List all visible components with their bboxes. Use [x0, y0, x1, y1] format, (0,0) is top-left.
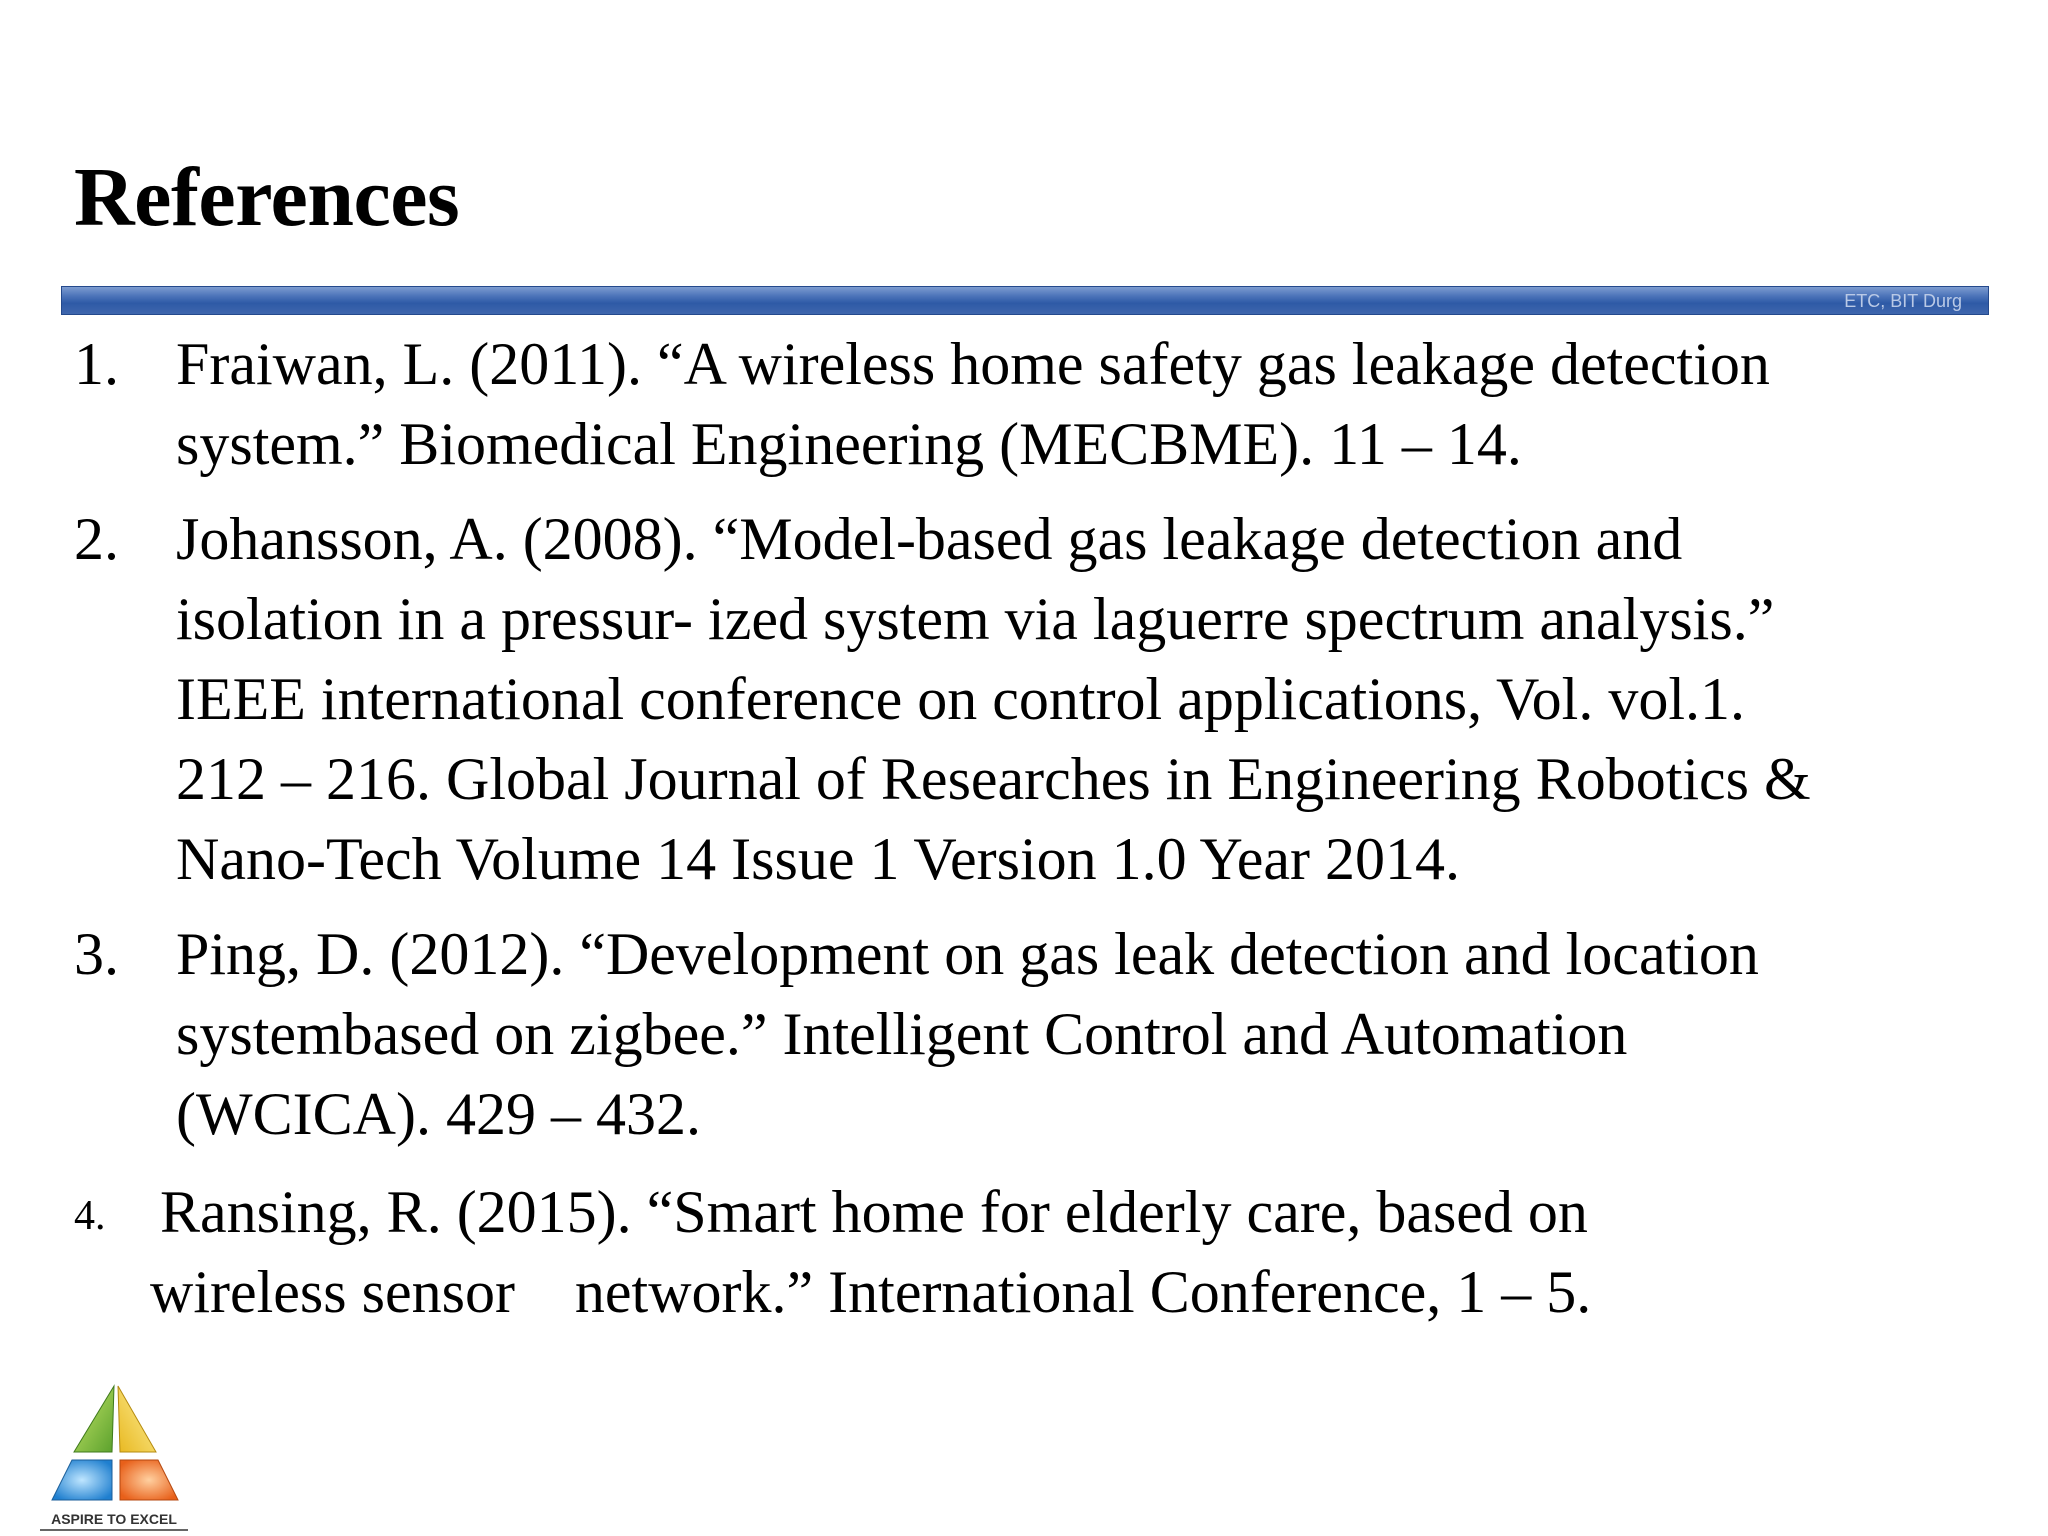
slide-title: References [74, 151, 460, 244]
reference-line: systembased on zigbee.” Intelligent Control and Automation [176, 1001, 1628, 1067]
reference-item [74, 914, 2014, 1154]
reference-line: Ransing, R. (2015). “Smart home for elderly care, based on [160, 1179, 1588, 1245]
reference-line: (WCICA). 429 – 432. [176, 1081, 701, 1147]
reference-line: 212 – 216. Global Journal of Researches in Engineering Robotics & [176, 746, 1811, 812]
reference-number: 1. [74, 331, 119, 397]
reference-line: Nano-Tech Volume 14 Issue 1 Version 1.0 Year 2014. [176, 826, 1461, 892]
reference-item [74, 499, 2014, 899]
reference-item [74, 324, 2014, 484]
logo-text: ASPIRE TO EXCEL [51, 1511, 177, 1527]
reference-item [74, 1172, 2014, 1332]
reference-number: 2. [74, 506, 119, 572]
reference-line: isolation in a pressur- ized system via laguerre spectrum analysis.” [176, 586, 1775, 652]
aspire-to-excel-logo [34, 1382, 194, 1536]
reference-line: Fraiwan, L. (2011). “A wireless home safety gas leakage detection [176, 331, 1770, 397]
footer-tag: ETC, BIT Durg [1844, 291, 1962, 311]
reference-line: wireless sensor network.” International Conference, 1 – 5. [150, 1259, 1592, 1325]
reference-line: Johansson, A. (2008). “Model-based gas leakage detection and [176, 506, 1683, 572]
reference-line: system.” Biomedical Engineering (MECBME). 11 – 14. [176, 411, 1522, 477]
reference-line: Ping, D. (2012). “Development on gas leak detection and location [176, 921, 1759, 987]
references-list [74, 324, 2014, 1347]
reference-number: 3. [74, 921, 119, 987]
title-underline-bar [61, 286, 1989, 315]
reference-line: IEEE international conference on control applications, Vol. vol.1. [176, 666, 1745, 732]
reference-number: 4. [74, 1193, 106, 1239]
